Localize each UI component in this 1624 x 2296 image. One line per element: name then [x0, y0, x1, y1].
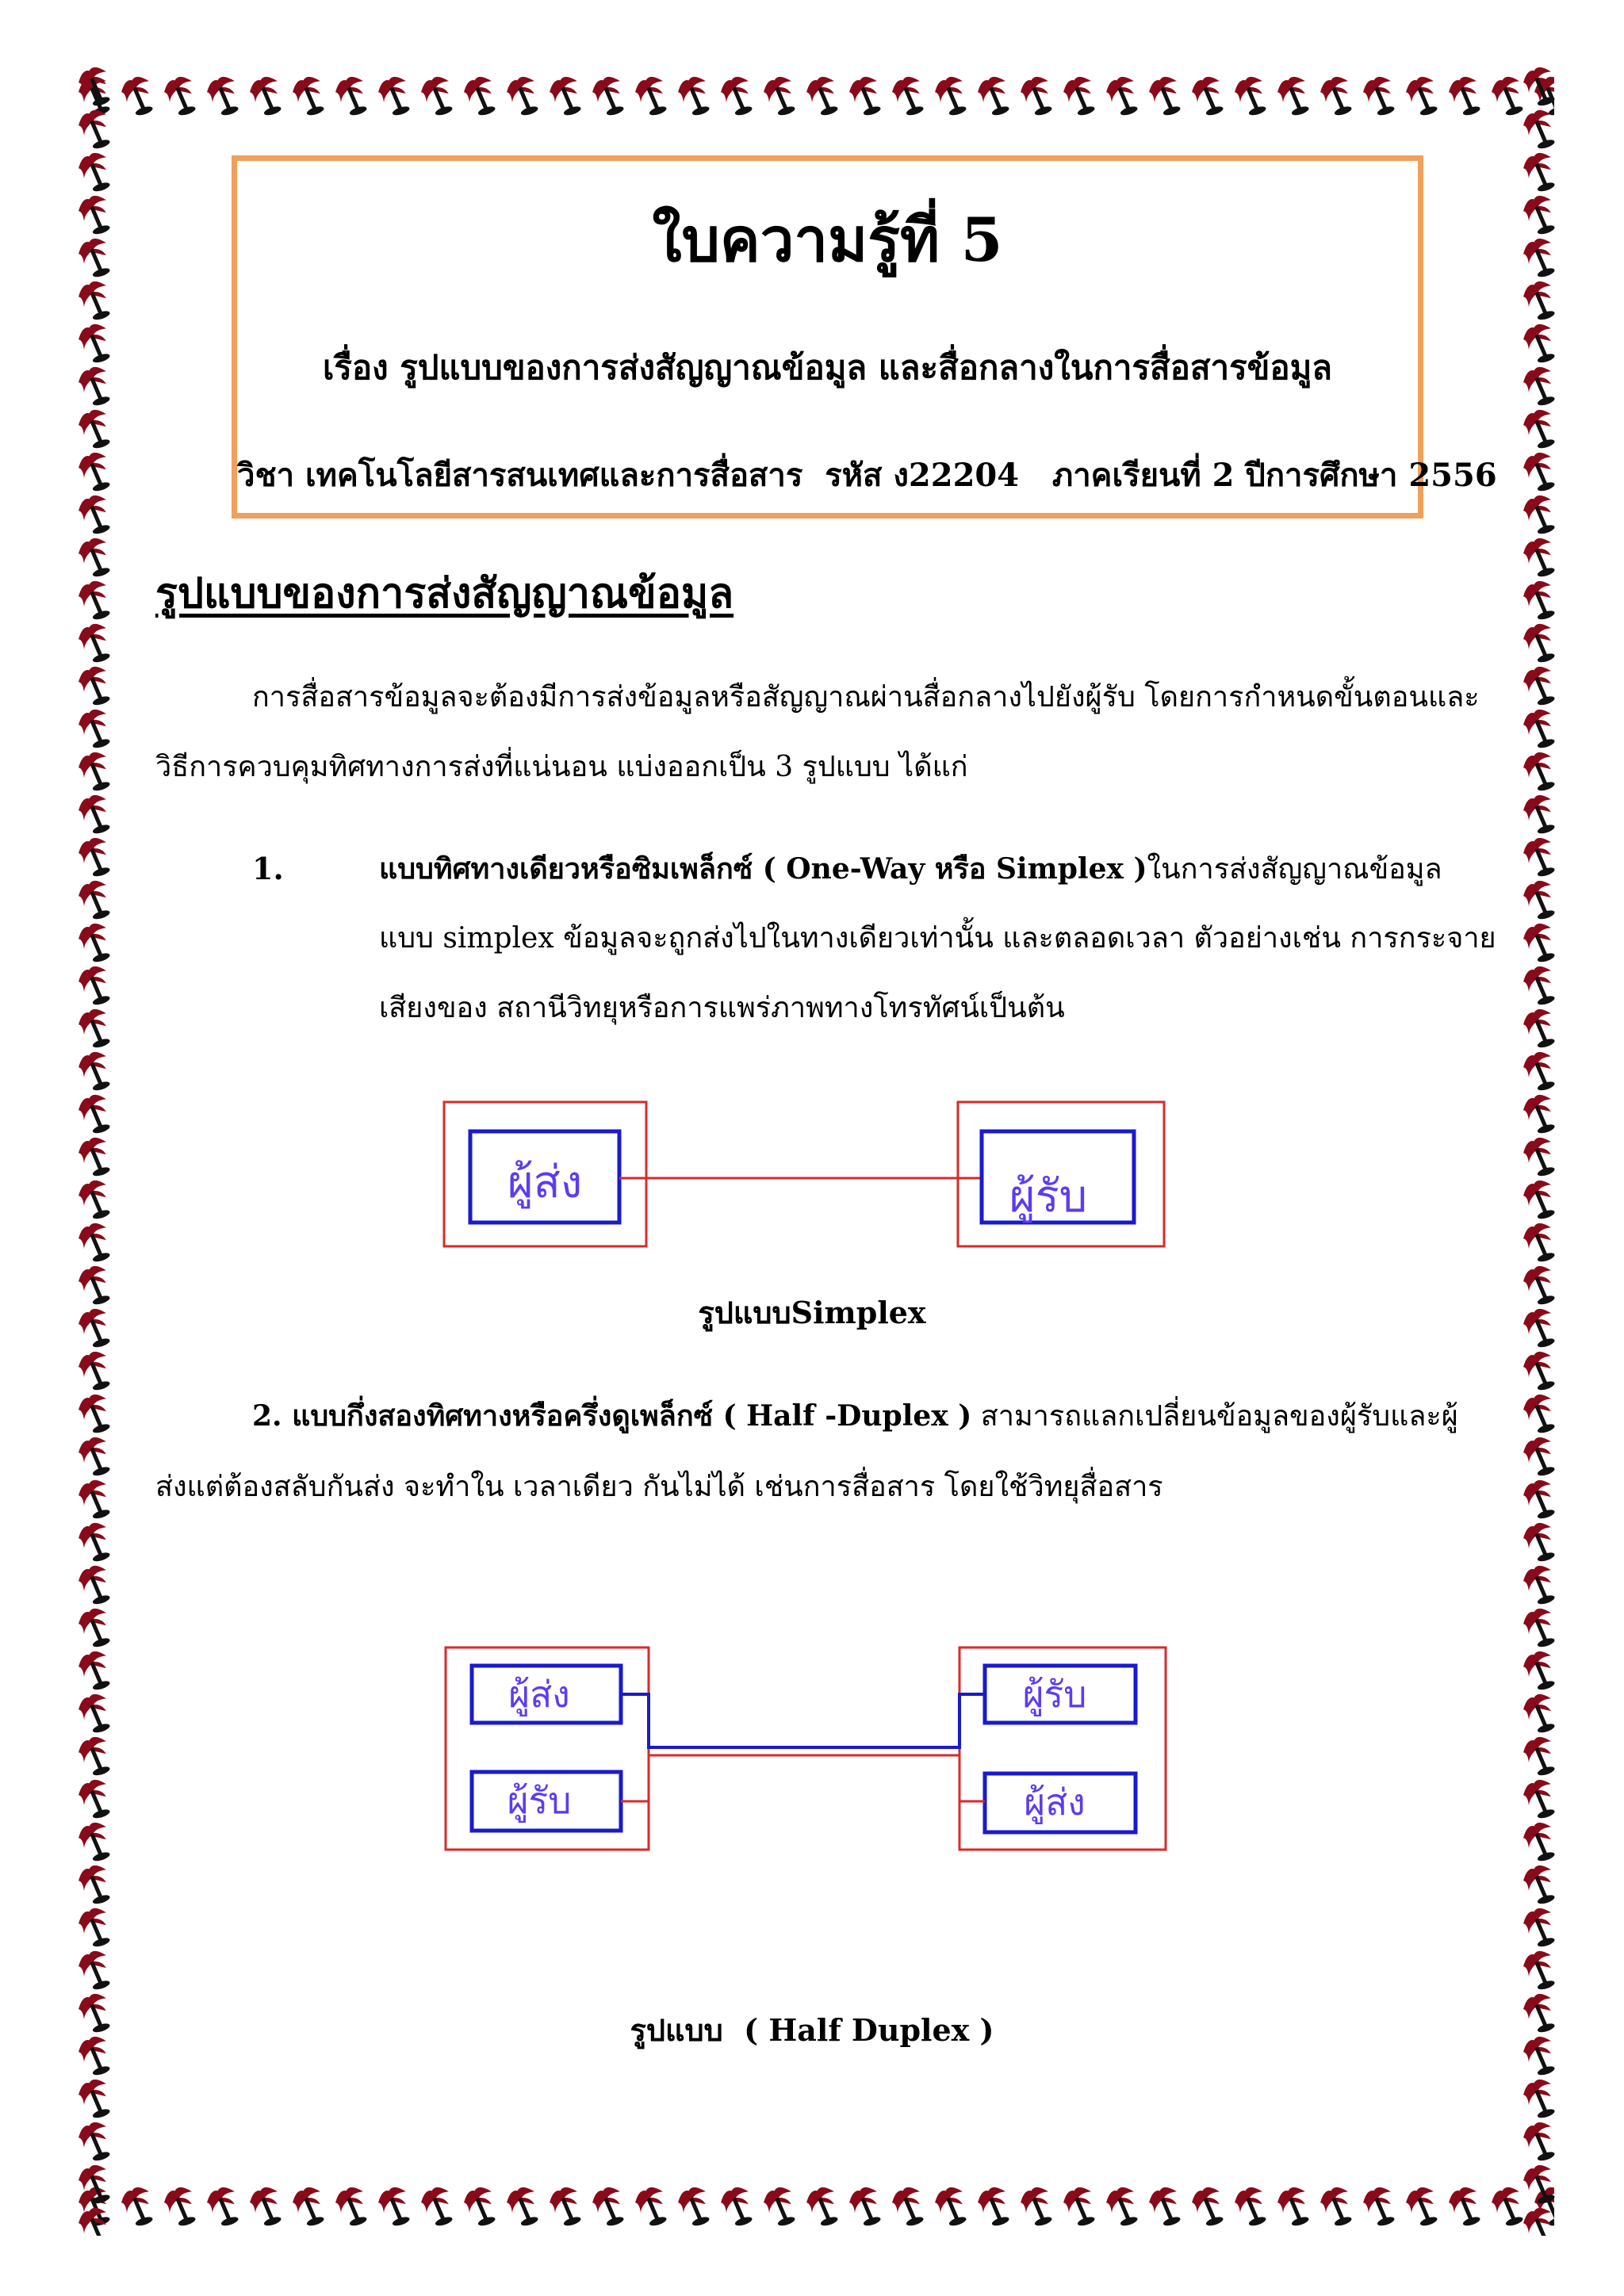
decorative-border-left	[62, 62, 125, 2236]
right-sender-label: ผู้ส่ง	[1024, 1781, 1086, 1823]
right-sender-box	[985, 1774, 1136, 1832]
item-1-line-2: แบบ simplex ข้อมูลจะถูกส่งไปในทางเดียวเท่านั้น และตลอดเวลา ตัวอย่างเช่น การกระจาย	[379, 922, 1496, 955]
left-sender-box	[472, 1666, 621, 1723]
sender-label: ผู้ส่ง	[507, 1157, 583, 1208]
palm-tree-icon	[71, 2172, 1554, 2236]
receiver-label: ผู้รับ	[1009, 1171, 1088, 1223]
item-1-heading: แบบทิศทางเดียวหรือซิมเพล็กซ์ ( One-Way หรือ Simplex )	[379, 852, 1147, 886]
item-1-line-3: เสียงของ สถานีวิทยุหรือการแพร่ภาพทางโทรทัศน์เป็นต้น	[379, 992, 1065, 1024]
section-heading: รูปแบบของการส่งสัญญาณข้อมูล	[155, 569, 734, 618]
palm-tree-icon	[71, 62, 1554, 125]
left-station-frame	[446, 1647, 649, 1850]
decorative-border-top	[71, 62, 1554, 125]
sender-box	[470, 1131, 619, 1223]
decorative-border-bottom	[71, 2172, 1554, 2236]
left-receiver-label: ผู้รับ	[507, 1779, 572, 1822]
receiver-outer-frame	[958, 1102, 1164, 1246]
simplex-caption: รูปแบบSimplex	[698, 1295, 926, 1330]
half-duplex-diagram	[446, 1647, 1166, 1850]
item-1-number: 1.	[252, 851, 284, 886]
header-course: วิชา เทคโนโลยีสารสนเทศและการสื่อสาร รหัส ง22204 ภาคเรียนที่ 2 ปีการศึกษา 2556	[237, 457, 1497, 494]
sender-outer-frame	[444, 1102, 646, 1246]
item-1-line-1	[379, 832, 1442, 906]
left-sender-label: ผู้ส่ง	[508, 1673, 570, 1716]
simplex-diagram	[444, 1102, 1164, 1246]
palm-tree-icon	[62, 62, 125, 2236]
item-2-heading: 2. แบบกึ่งสองทิศทางหรือครึ่งดูเพล็กซ์ ( Half -Duplex )	[252, 1399, 972, 1433]
page-title: ใบความรู้ที่ 5	[652, 205, 1003, 275]
item-2-line-1	[252, 1380, 1458, 1453]
half-duplex-caption: รูปแบบ ( Half Duplex )	[630, 2012, 994, 2048]
right-receiver-box	[985, 1666, 1136, 1723]
decorative-border-right	[1507, 62, 1570, 2236]
right-station-frame	[959, 1647, 1166, 1850]
item-2-line-2: ส่งแต่ต้องสลับกันส่ง จะทำใน เวลาเดียว กันไม่ได้ เช่นการสื่อสาร โดยใช้วิทยุสื่อสาร	[155, 1471, 1163, 1503]
half-duplex-link-blue	[621, 1694, 985, 1747]
intro-line-2: วิธีการควบคุมทิศทางการส่งที่แน่นอน แบ่งออกเป็น 3 รูปแบบ ได้แก่	[155, 751, 968, 783]
palm-tree-icon	[1507, 62, 1570, 2236]
left-receiver-box	[472, 1772, 621, 1831]
half-duplex-link-red	[621, 1755, 985, 1801]
receiver-box	[982, 1131, 1134, 1223]
item-2-line-1-rest: สามารถแลกเปลี่ยนข้อมูลของผู้รับและผู้	[971, 1400, 1458, 1433]
header-box	[232, 155, 1497, 519]
item-1-line-1-rest: ในการส่งสัญญาณข้อมูล	[1147, 853, 1442, 886]
right-receiver-label: ผู้รับ	[1022, 1673, 1087, 1716]
intro-line-1: การสื่อสารข้อมูลจะต้องมีการส่งข้อมูลหรือสัญญาณผ่านสื่อกลางไปยังผู้รับ โดยการกำหนดขั้นตอนและ	[252, 681, 1480, 714]
header-subject: เรื่อง รูปแบบของการส่งสัญญาณข้อมูล และสื่อกลางในการสื่อสารข้อมูล	[322, 348, 1333, 387]
